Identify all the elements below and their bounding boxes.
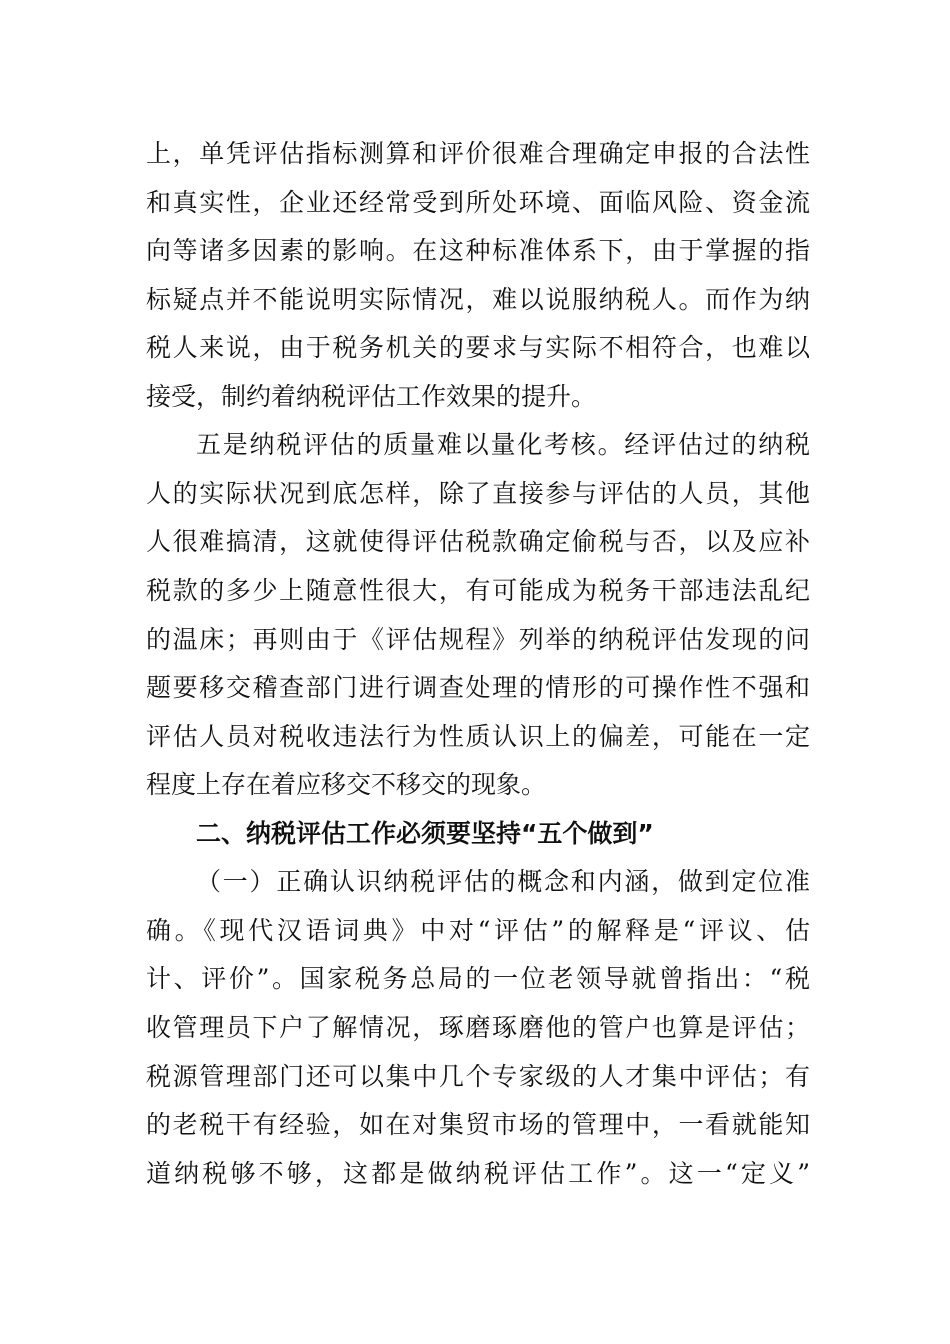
text-line: 程度上存在着应移交不移交的现象。 xyxy=(146,770,547,799)
text-line: 评估人员对税收违法行为性质认识上的偏差，可能在一定 xyxy=(146,722,810,751)
text-line: 税人来说，由于税务机关的要求与实际不相符合，也难以 xyxy=(146,333,810,362)
text-line: 人的实际状况到底怎样，除了直接参与评估的人员，其他 xyxy=(146,479,810,508)
paragraph-first-line: （一）正确认识纳税评估的概念和内涵，做到定位准 xyxy=(196,867,810,896)
text-line: 收管理员下户了解情况，琢磨琢磨他的管户也算是评估； xyxy=(146,1013,810,1042)
text-line: 计、评价”。国家税务总局的一位老领导就曾指出：“税 xyxy=(146,964,810,993)
text-line: 题要移交稽查部门进行调查处理的情形的可操作性不强和 xyxy=(146,673,810,702)
text-line: 上，单凭评估指标测算和评价很难合理确定申报的合法性 xyxy=(146,139,810,168)
text-line: 税款的多少上随意性很大，有可能成为税务干部违法乱纪 xyxy=(146,576,810,605)
text-line: 税源管理部门还可以集中几个专家级的人才集中评估；有 xyxy=(146,1062,810,1091)
section-heading: 二、纳税评估工作必须要坚持“五个做到” xyxy=(196,819,654,848)
text-line: 向等诸多因素的影响。在这种标准体系下，由于掌握的指 xyxy=(146,236,810,265)
text-line: 人很难搞清，这就使得评估税款确定偷税与否，以及应补 xyxy=(146,527,810,556)
text-line: 确。《现代汉语词典》中对“评估”的解释是“评议、估 xyxy=(146,916,810,945)
text-line: 的老税干有经验，如在对集贸市场的管理中，一看就能知 xyxy=(146,1110,810,1139)
paragraph-first-line: 五是纳税评估的质量难以量化考核。经评估过的纳税 xyxy=(196,430,810,459)
text-line: 的温床；再则由于《评估规程》列举的纳税评估发现的问 xyxy=(146,625,810,654)
text-line: 和真实性，企业还经常受到所处环境、面临风险、资金流 xyxy=(146,188,810,217)
text-line: 道纳税够不够，这都是做纳税评估工作”。这一“定义” xyxy=(146,1159,810,1188)
text-line: 标疑点并不能说明实际情况，难以说服纳税人。而作为纳 xyxy=(146,285,810,314)
text-line: 接受，制约着纳税评估工作效果的提升。 xyxy=(146,382,597,411)
